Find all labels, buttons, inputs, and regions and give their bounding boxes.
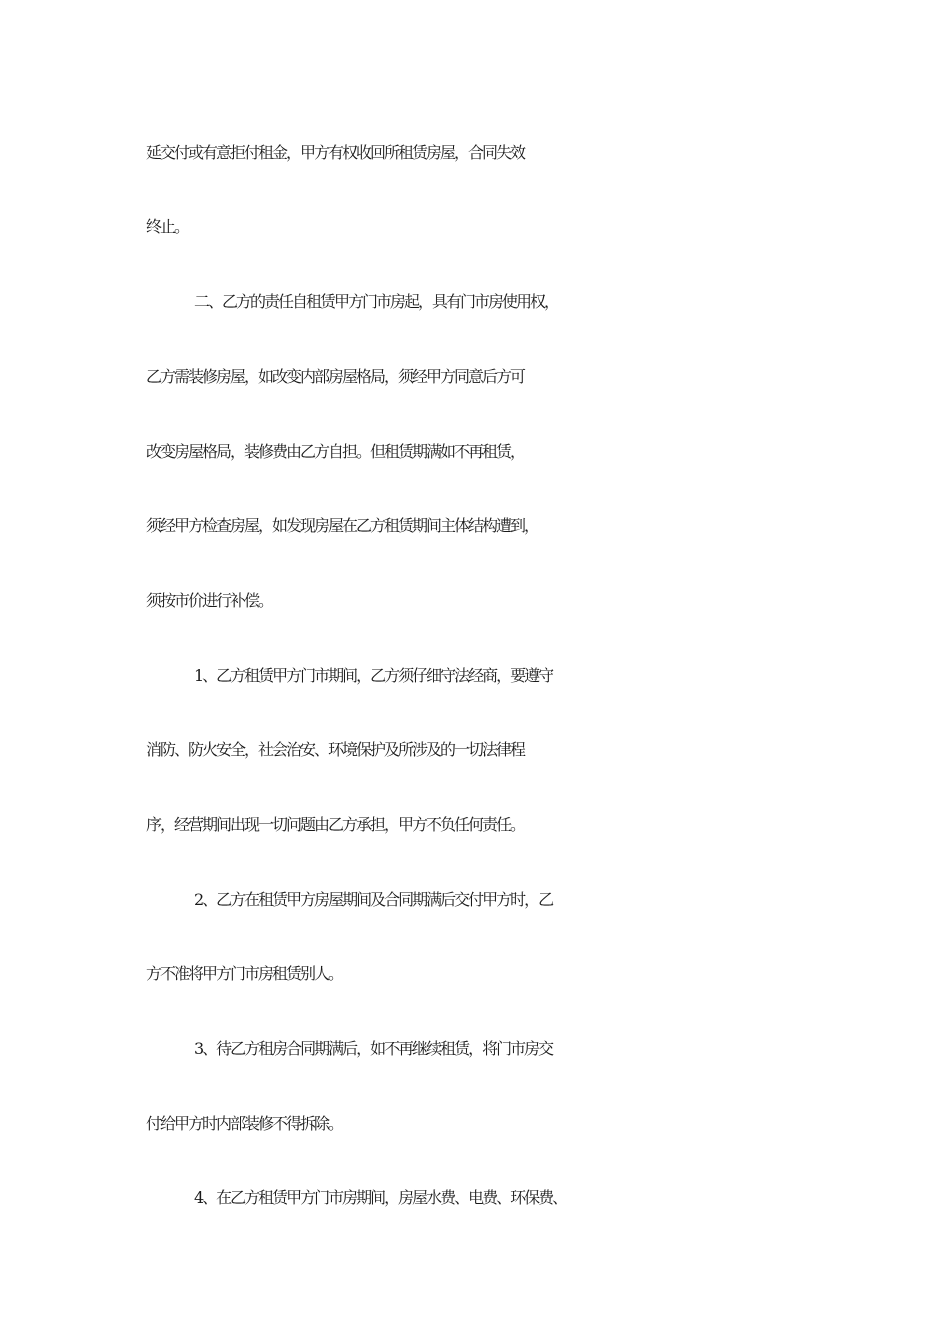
paragraph-start-line: 4、在乙方租赁甲方门市房期间，房屋水费、电费、环保费、: [194, 1188, 567, 1207]
text-line: 须经甲方检查房屋，如发现房屋在乙方租赁期间主体结构遭到，: [146, 516, 539, 535]
paragraph-start-line: 二、乙方的责任自租赁甲方门市房起，具有门市房使用权，: [194, 292, 559, 311]
text-line: 消防、防火安全，社会治安、环境保护及所涉及的一切法律程: [146, 740, 525, 759]
text-line: 改变房屋格局，装修费由乙方自担。但租赁期满如不再租赁，: [146, 442, 525, 461]
text-line: 乙方需装修房屋，如改变内部房屋格局，须经甲方同意后方可: [146, 367, 525, 386]
paragraph-start-line: 2、乙方在租赁甲方房屋期间及合同期满后交付甲方时，乙: [194, 890, 553, 909]
text-line: 方不准将甲方门市房租赁别人。: [146, 964, 343, 983]
text-line: 终止。: [146, 217, 189, 236]
text-line: 付给甲方时内部装修不得拆除。: [146, 1114, 343, 1133]
paragraph-start-line: 3、待乙方租房合同期满后，如不再继续租赁，将门市房交: [194, 1039, 553, 1058]
text-line: 延交付或有意拒付租金，甲方有权收回所租赁房屋，合同失效: [146, 143, 525, 162]
text-line: 须按市价进行补偿。: [146, 591, 273, 610]
text-line: 序，经营期间出现一切问题由乙方承担，甲方不负任何责任。: [146, 815, 525, 834]
paragraph-start-line: 1、乙方租赁甲方门市期间，乙方须仔细守法经商，要遵守: [194, 666, 553, 685]
